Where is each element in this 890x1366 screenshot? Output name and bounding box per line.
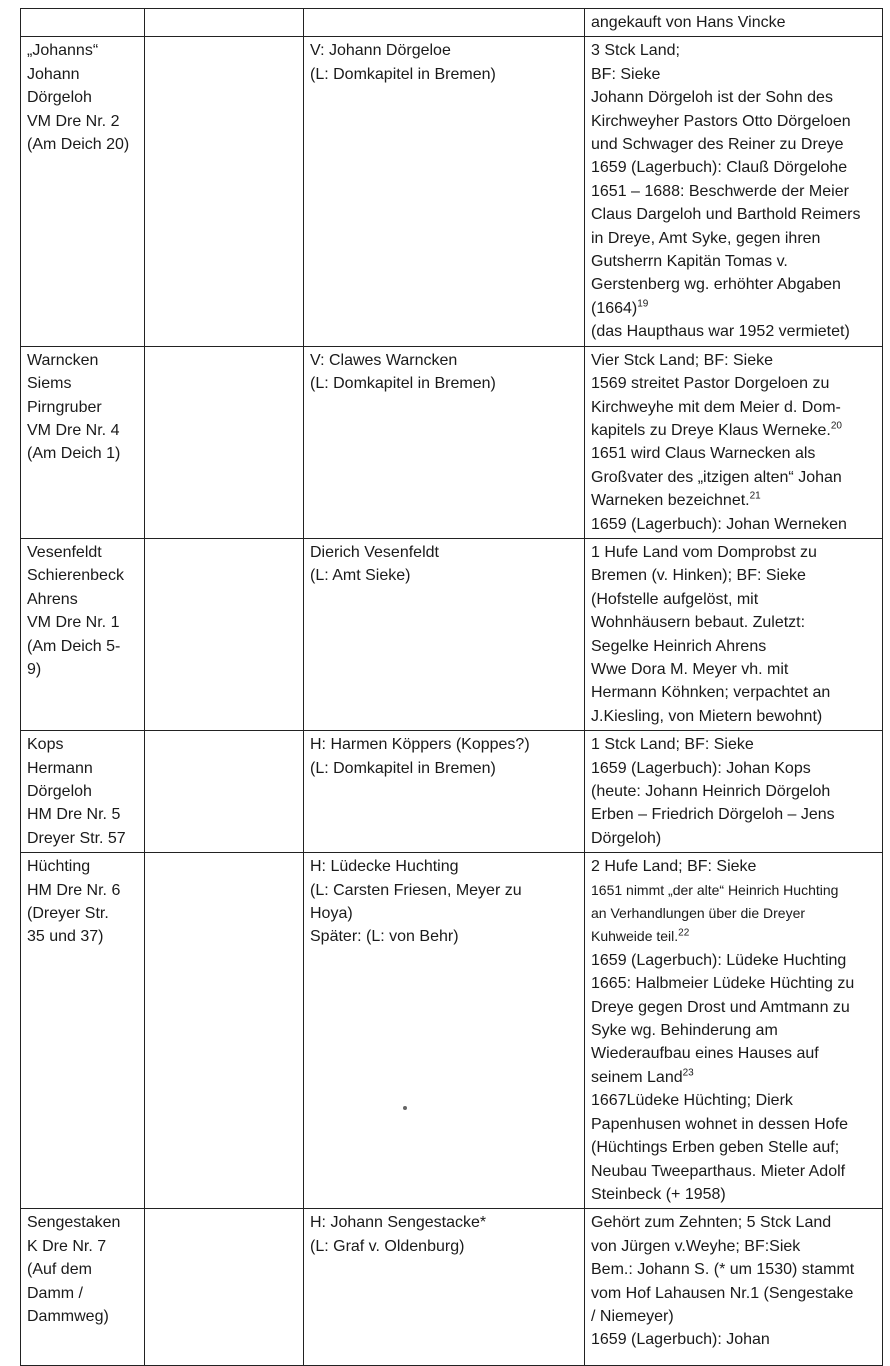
notes-line xyxy=(591,1183,876,1206)
notes-line xyxy=(591,1258,876,1281)
owner-line: V: Clawes Warncken xyxy=(310,351,458,369)
notes-line xyxy=(591,63,876,86)
owner-line: (L: Domkapitel in Bremen) xyxy=(310,375,496,393)
farm-name-line: Vesenfeldt xyxy=(27,543,102,561)
table-row xyxy=(21,9,883,37)
notes-line xyxy=(591,396,876,419)
notes-line xyxy=(591,564,876,587)
table-row xyxy=(21,731,883,853)
notes-text: Syke wg. Behinderung am xyxy=(591,1022,778,1040)
farm-name-line: Hüchting xyxy=(27,858,91,876)
empty-cell xyxy=(145,9,304,37)
empty-cell xyxy=(145,853,304,1209)
farm-name-line: (Auf dem xyxy=(27,1261,92,1279)
farm-name-line: (Am Deich 5- xyxy=(27,637,121,655)
notes-text: Segelke Heinrich Ahrens xyxy=(591,637,767,655)
notes-text: Bem.: Johann S. (* um 1530) stammt xyxy=(591,1261,855,1279)
notes-line xyxy=(591,902,876,925)
owner-line: V: Johann Dörgeloe xyxy=(310,42,451,60)
notes-cell xyxy=(585,1209,883,1366)
farm-name-line: Sengestaken xyxy=(27,1214,121,1232)
farm-name-line: (Dreyer Str. xyxy=(27,905,109,923)
owner-cell xyxy=(304,9,585,37)
notes-text: J.Kiesling, von Mietern bewohnt) xyxy=(591,707,823,725)
farm-name-line: VM Dre Nr. 4 xyxy=(27,421,120,439)
notes-line xyxy=(591,635,876,658)
farm-name-line: Siems xyxy=(27,375,72,393)
notes-line xyxy=(591,180,876,203)
notes-text: Gehört zum Zehnten; 5 Stck Land xyxy=(591,1214,832,1232)
farm-name-line: Dammweg) xyxy=(27,1307,109,1325)
notes-line xyxy=(591,1160,876,1183)
notes-text: Johann Dörgeloh ist der Sohn des xyxy=(591,89,833,107)
farm-name-line: Dreyer Str. 57 xyxy=(27,829,126,847)
farm-name-line: Dörgeloh xyxy=(27,89,92,107)
notes-text: 1659 (Lagerbuch): Clauß Dörgelohe xyxy=(591,159,848,177)
notes-line xyxy=(591,996,876,1019)
footnote-marker: 21 xyxy=(749,490,761,502)
notes-line xyxy=(591,588,876,611)
notes-text: 1651 nimmt „der alte“ Heinrich Huchting xyxy=(591,881,839,898)
notes-line xyxy=(591,442,876,465)
notes-line xyxy=(591,39,876,62)
notes-line xyxy=(591,513,876,536)
notes-text: Wiederaufbau eines Hauses auf xyxy=(591,1045,819,1063)
empty-cell xyxy=(145,538,304,730)
notes-text: Dörgeloh) xyxy=(591,829,662,847)
footnote-marker: 23 xyxy=(682,1067,694,1079)
notes-text: 1659 (Lagerbuch): Lüdeke Huchting xyxy=(591,951,847,969)
notes-text: und Schwager des Reiner zu Dreye xyxy=(591,136,844,154)
notes-text: Kuhweide teil. xyxy=(591,928,679,945)
notes-line xyxy=(591,320,876,343)
notes-text: 1569 streitet Pastor Dorgeloen zu xyxy=(591,375,830,393)
farm-name-cell xyxy=(21,346,145,538)
notes-line xyxy=(591,1235,876,1258)
farm-name-line: Schierenbeck xyxy=(27,567,124,585)
notes-line xyxy=(591,466,876,489)
notes-text: (Hüchtings Erben geben Stelle auf; xyxy=(591,1139,840,1157)
notes-line xyxy=(591,757,876,780)
notes-line xyxy=(591,733,876,756)
empty-cell xyxy=(145,346,304,538)
notes-text: Wohnhäusern bebaut. Zuletzt: xyxy=(591,614,806,632)
notes-line xyxy=(591,489,876,512)
table-row xyxy=(21,538,883,730)
notes-line xyxy=(591,297,876,320)
farm-name-line: Dörgeloh xyxy=(27,783,92,800)
notes-line xyxy=(591,972,876,995)
farm-name-cell xyxy=(21,538,145,730)
owner-cell xyxy=(304,37,585,346)
table-row xyxy=(21,346,883,538)
notes-cell xyxy=(585,538,883,730)
notes-line xyxy=(591,133,876,156)
notes-text: Hermann Köhnken; verpachtet an xyxy=(591,684,831,702)
notes-cell xyxy=(585,731,883,853)
farm-name-line: „Johanns“ xyxy=(27,42,99,60)
farm-name-cell xyxy=(21,853,145,1209)
owner-line: (L: Domkapitel in Bremen) xyxy=(310,759,496,777)
owner-line: Hoya) xyxy=(310,905,353,923)
notes-line xyxy=(591,419,876,442)
owner-line: Später: (L: von Behr) xyxy=(310,928,459,946)
notes-line xyxy=(591,1305,876,1328)
notes-line xyxy=(591,1136,876,1159)
notes-line xyxy=(591,1042,876,1065)
table-body xyxy=(21,9,883,1366)
notes-text: Gerstenberg wg. erhöhter Abgaben xyxy=(591,276,841,294)
notes-line xyxy=(591,681,876,704)
notes-text: 1 Hufe Land vom Domprobst zu xyxy=(591,543,817,561)
notes-text: seinem Land xyxy=(591,1068,683,1086)
notes-text: Steinbeck (+ 1958) xyxy=(591,1185,726,1203)
notes-line xyxy=(591,879,876,902)
notes-line xyxy=(591,1328,876,1351)
farm-name-line: VM Dre Nr. 2 xyxy=(27,112,120,130)
farm-name-line: (Am Deich 20) xyxy=(27,136,130,154)
footnote-marker: 19 xyxy=(637,298,649,310)
table-row xyxy=(21,37,883,346)
notes-text: Warneken bezeichnet. xyxy=(591,492,750,510)
notes-text: (heute: Johann Heinrich Dörgeloh xyxy=(591,783,831,800)
owner-line: (L: Carsten Friesen, Meyer zu xyxy=(310,881,522,899)
notes-line xyxy=(591,1019,876,1042)
notes-line xyxy=(591,611,876,634)
owner-line: (L: Amt Sieke) xyxy=(310,567,411,585)
notes-line xyxy=(591,1089,876,1112)
notes-line xyxy=(591,250,876,273)
notes-text: 1651 – 1688: Beschwerde der Meier xyxy=(591,182,849,200)
table-row xyxy=(21,1209,883,1366)
notes-text: Bremen (v. Hinken); BF: Sieke xyxy=(591,567,806,585)
notes-text: Neubau Tweeparthaus. Mieter Adolf xyxy=(591,1162,846,1180)
notes-cell xyxy=(585,346,883,538)
owner-line: Dierich Vesenfeldt xyxy=(310,543,439,561)
farm-name-line: 9) xyxy=(27,660,42,678)
notes-line xyxy=(591,372,876,395)
notes-line xyxy=(591,203,876,226)
notes-text: 1659 (Lagerbuch): Johan Werneken xyxy=(591,515,847,533)
notes-line xyxy=(591,273,876,296)
notes-line xyxy=(591,1282,876,1305)
notes-text: Großvater des „itzigen alten“ Johan xyxy=(591,468,842,486)
notes-line xyxy=(591,1211,876,1234)
owner-cell xyxy=(304,538,585,730)
notes-text: 1651 wird Claus Warnecken als xyxy=(591,445,816,463)
notes-text: an Verhandlungen über die Dreyer xyxy=(591,905,806,922)
notes-cell xyxy=(585,37,883,346)
notes-text: 1665: Halbmeier Lüdeke Hüchting zu xyxy=(591,975,855,993)
notes-text: Erben – Friedrich Dörgeloh – Jens xyxy=(591,806,835,824)
empty-cell xyxy=(145,1209,304,1366)
farm-name-line: Hermann xyxy=(27,759,93,777)
notes-text: Gutsherrn Kapitän Tomas v. xyxy=(591,253,788,271)
notes-text: Dreye gegen Drost und Amtmann zu xyxy=(591,998,850,1016)
notes-line xyxy=(591,11,876,34)
notes-text: von Jürgen v.Weyhe; BF:Siek xyxy=(591,1237,801,1255)
farm-name-line: Pirngruber xyxy=(27,398,102,416)
notes-line xyxy=(591,925,876,948)
farm-name-line: VM Dre Nr. 1 xyxy=(27,614,120,632)
notes-text: 1659 (Lagerbuch): Johan xyxy=(591,1331,770,1349)
notes-line xyxy=(591,227,876,250)
empty-cell xyxy=(145,37,304,346)
notes-text: Papenhusen wohnet in dessen Hofe xyxy=(591,1115,849,1133)
notes-line xyxy=(591,541,876,564)
notes-text: Kirchweyhe mit dem Meier d. Dom- xyxy=(591,398,841,416)
footnote-marker: 20 xyxy=(830,420,842,432)
notes-text: (1664) xyxy=(591,299,638,317)
notes-text: 1 Stck Land; BF: Sieke xyxy=(591,736,754,754)
notes-line xyxy=(591,349,876,372)
farm-name-cell xyxy=(21,9,145,37)
farm-name-line: HM Dre Nr. 5 xyxy=(27,806,121,824)
notes-text: (Hofstelle aufgelöst, mit xyxy=(591,590,759,608)
owner-line: (L: Graf v. Oldenburg) xyxy=(310,1237,465,1255)
empty-cell xyxy=(145,731,304,853)
owner-line: (L: Domkapitel in Bremen) xyxy=(310,65,496,83)
notes-text: Kirchweyher Pastors Otto Dörgeloen xyxy=(591,112,851,130)
notes-line xyxy=(591,86,876,109)
farm-name-line: Damm / xyxy=(27,1284,83,1302)
notes-text: Vier Stck Land; BF: Sieke xyxy=(591,351,774,369)
notes-line xyxy=(591,780,876,803)
notes-line xyxy=(591,1066,876,1089)
owner-line: H: Lüdecke Huchting xyxy=(310,858,459,876)
notes-line xyxy=(591,658,876,681)
farm-name-line: K Dre Nr. 7 xyxy=(27,1237,107,1255)
notes-text: (das Haupthaus war 1952 vermietet) xyxy=(591,323,850,341)
scan-speck xyxy=(403,1106,407,1110)
owner-cell xyxy=(304,1209,585,1366)
notes-line xyxy=(591,949,876,972)
farm-name-line: Johann xyxy=(27,65,80,83)
notes-text: angekauft von Hans Vincke xyxy=(591,14,786,31)
notes-text: kapitels zu Dreye Klaus Werneke. xyxy=(591,421,831,439)
farm-name-line: Ahrens xyxy=(27,590,78,608)
notes-text: Claus Dargeloh und Barthold Reimers xyxy=(591,206,861,224)
notes-line xyxy=(591,705,876,728)
farm-name-line: HM Dre Nr. 6 xyxy=(27,881,121,899)
notes-text: 1667Lüdeke Hüchting; Dierk xyxy=(591,1092,793,1110)
notes-line xyxy=(591,110,876,133)
notes-line xyxy=(591,803,876,826)
farm-register-table xyxy=(20,8,883,1366)
farm-name-cell xyxy=(21,731,145,853)
notes-text: / Niemeyer) xyxy=(591,1307,674,1325)
notes-text: BF: Sieke xyxy=(591,65,661,83)
farm-name-line: 35 und 37) xyxy=(27,928,104,946)
notes-text: in Dreye, Amt Syke, gegen ihren xyxy=(591,229,821,247)
farm-name-line: Kops xyxy=(27,736,64,754)
notes-cell xyxy=(585,853,883,1209)
farm-name-line: (Am Deich 1) xyxy=(27,445,121,463)
owner-line: H: Harmen Köppers (Koppes?) xyxy=(310,736,530,754)
owner-cell xyxy=(304,346,585,538)
notes-text: Wwe Dora M. Meyer vh. mit xyxy=(591,660,789,678)
footnote-marker: 22 xyxy=(678,927,690,939)
notes-text: vom Hof Lahausen Nr.1 (Sengestake xyxy=(591,1284,854,1302)
notes-line xyxy=(591,156,876,179)
notes-line xyxy=(591,855,876,878)
notes-text: 2 Hufe Land; BF: Sieke xyxy=(591,858,757,876)
farm-name-cell xyxy=(21,1209,145,1366)
owner-line: H: Johann Sengestacke* xyxy=(310,1214,487,1232)
farm-name-cell xyxy=(21,37,145,346)
farm-name-line: Warncken xyxy=(27,351,99,369)
owner-cell xyxy=(304,853,585,1209)
notes-line xyxy=(591,1113,876,1136)
notes-text: 3 Stck Land; xyxy=(591,42,680,60)
notes-cell xyxy=(585,9,883,37)
table-row xyxy=(21,853,883,1209)
owner-cell xyxy=(304,731,585,853)
notes-line xyxy=(591,827,876,850)
notes-text: 1659 (Lagerbuch): Johan Kops xyxy=(591,759,811,777)
